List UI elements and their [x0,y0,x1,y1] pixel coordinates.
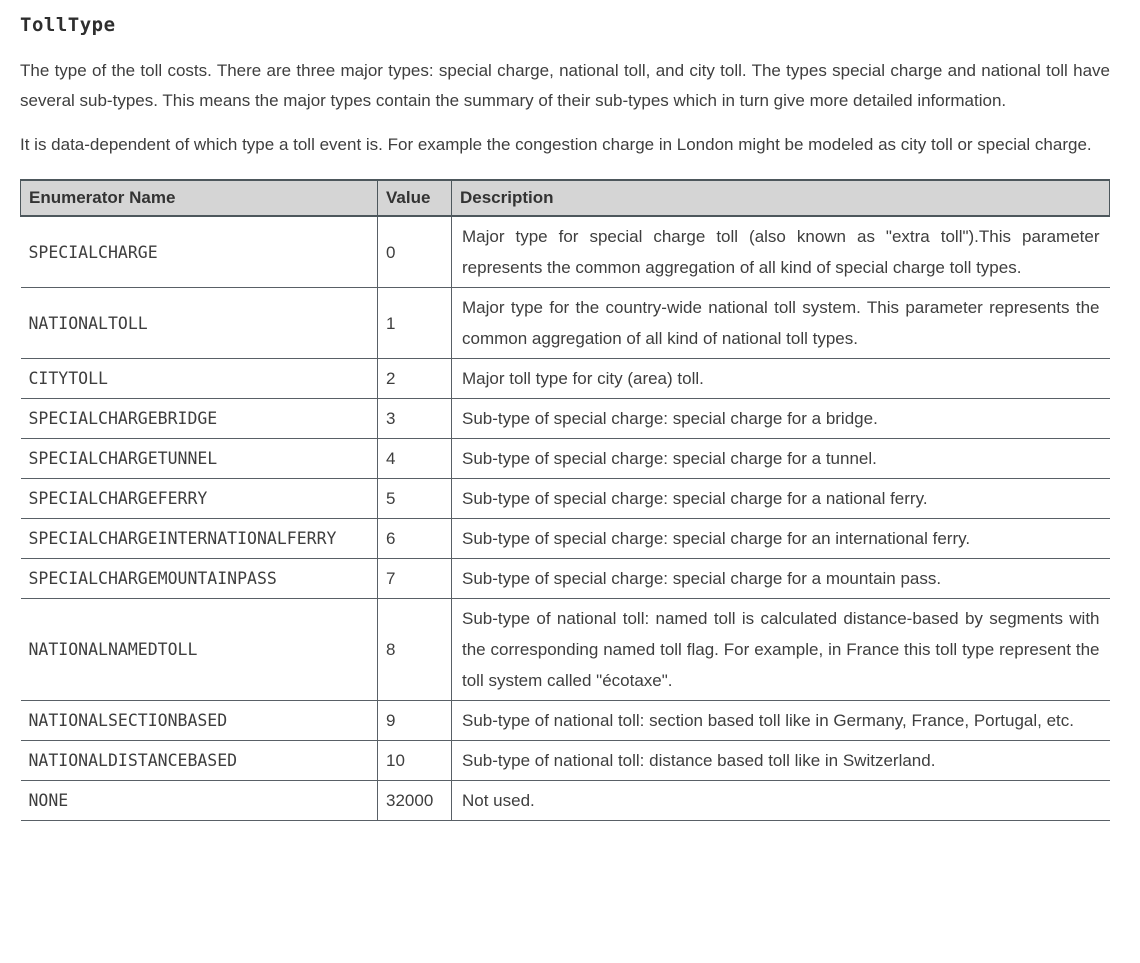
table-row [21,519,1110,559]
enumerator-name-cell: CITYTOLL [21,359,378,399]
table-header [21,180,1110,216]
table-row [21,599,1110,701]
description-cell: Not used. [452,781,1110,821]
enumerator-name-cell: NATIONALSECTIONBASED [21,701,378,741]
enumerator-name-cell: SPECIALCHARGEBRIDGE [21,399,378,439]
page-title: TollType [20,14,116,36]
enumerator-name-cell: SPECIALCHARGEINTERNATIONALFERRY [21,519,378,559]
table-row [21,701,1110,741]
column-header-description: Description [452,180,1110,216]
description-cell: Sub-type of special charge: special charge for a tunnel. [452,439,1110,479]
table-body [21,216,1110,821]
value-cell: 7 [378,559,452,599]
value-cell: 0 [378,216,452,288]
table-row [21,439,1110,479]
table-header-row [21,180,1110,216]
description-cell: Sub-type of national toll: section based toll like in Germany, France, Portugal, etc. [452,701,1110,741]
enumerator-name-cell: NONE [21,781,378,821]
table-row [21,288,1110,359]
value-cell: 10 [378,741,452,781]
enumerator-name-cell: NATIONALNAMEDTOLL [21,599,378,701]
description-cell: Sub-type of special charge: special charge for a mountain pass. [452,559,1110,599]
description-cell: Major type for the country-wide national toll system. This parameter represents the common aggregation of all kind of national toll types. [452,288,1110,359]
column-header-enumerator-name: Enumerator Name [21,180,378,216]
enumerator-name-cell: NATIONALTOLL [21,288,378,359]
value-cell: 3 [378,399,452,439]
value-cell: 6 [378,519,452,559]
description-cell: Sub-type of national toll: named toll is calculated distance-based by segments with the corresponding named toll flag. For example, in France this toll type represent the toll system called "écotaxe". [452,599,1110,701]
value-cell: 2 [378,359,452,399]
value-cell: 8 [378,599,452,701]
enumerator-name-cell: SPECIALCHARGEFERRY [21,479,378,519]
table-row [21,216,1110,288]
description-cell: Sub-type of national toll: distance based toll like in Switzerland. [452,741,1110,781]
enumerator-name-cell: SPECIALCHARGE [21,216,378,288]
description-cell: Major toll type for city (area) toll. [452,359,1110,399]
table-row [21,479,1110,519]
table-row [21,741,1110,781]
description-cell: Sub-type of special charge: special charge for an international ferry. [452,519,1110,559]
enumerator-name-cell: SPECIALCHARGEMOUNTAINPASS [21,559,378,599]
value-cell: 5 [378,479,452,519]
note-paragraph: It is data-dependent of which type a toll event is. For example the congestion charge in London might be modeled as city toll or special charge. [20,135,1092,154]
enumerator-name-cell: NATIONALDISTANCEBASED [21,741,378,781]
description-cell: Major type for special charge toll (also known as "extra toll").This parameter represents the common aggregation of all kind of special charge toll types. [452,216,1110,288]
intro-paragraph: The type of the toll costs. There are three major types: special charge, national toll, and city toll. The types special charge and national toll have several sub-types. This means the major types contain the summary of their sub-types which in turn give more detailed information. [20,61,1110,110]
column-header-value: Value [378,180,452,216]
value-cell: 9 [378,701,452,741]
description-cell: Sub-type of special charge: special charge for a bridge. [452,399,1110,439]
table-row [21,359,1110,399]
value-cell: 32000 [378,781,452,821]
description-cell: Sub-type of special charge: special charge for a national ferry. [452,479,1110,519]
toll-type-enum-table [20,179,1110,821]
table-row [21,559,1110,599]
value-cell: 4 [378,439,452,479]
enumerator-name-cell: SPECIALCHARGETUNNEL [21,439,378,479]
table-row [21,781,1110,821]
table-row [21,399,1110,439]
value-cell: 1 [378,288,452,359]
